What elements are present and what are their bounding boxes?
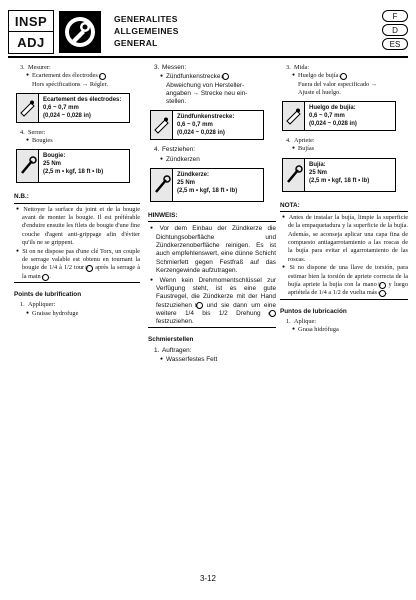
step-4-item: ● Bujías [280,145,408,153]
step-3-action-2: angaben → Strecke neu ein- [166,89,248,97]
torque-wrench-icon [283,159,305,191]
torque-value-nm: 25 Nm [43,161,62,168]
torque-value-alt: (2,5 m • kgf, 18 ft • lb) [309,177,370,184]
gap-gauge-icon [151,111,173,139]
spec-value-in: (0,024 ~ 0,028 in) [309,121,357,128]
torque-label: Zündkerze: [177,172,210,179]
callout-c: c [42,274,49,281]
note-rule-end [14,282,140,283]
torque-wrench-icon [17,150,39,182]
title-en: GENERAL [114,38,158,48]
step-3-action-3: stellen. [166,98,187,106]
step-3: 3. Messen: [154,64,187,71]
spec-value-mm: 0,6 ~ 0,7 mm [43,104,79,111]
note-rule-end [148,327,276,328]
note-item-1: ● Nettoyer la surface du joint et de la bougie avant de monter la bougie. Il est préférable d'enduire ensuite les filets de bougie d'une fine couche d'agent anti-grippage afin d'éviter qu'ils ne se grippent. [14,206,140,247]
note-item-2: ● Wenn kein Drehmomentschlüssel zur Verfügung steht, ist es eine gute Faustregel, die Zündkerze mit der Hand festzuziehen b und sie dann um eine weitere 1/4 bis 1/2 Drehung c festzuziehen. [148,276,276,327]
section-title [114,13,179,49]
torque-spec-box [150,168,264,202]
step-4-item: ● Bougies [14,137,140,145]
note-item-1: ● Antes de instalar la bujía, limpie la superficie de la empaquetadura y la superficie de la bujía. Además, se aconseja aplicar una capa fina de compuesto antiagarrotamiento a las roscas de la bujía para evitar el agarrotamiento de las roscas. [280,214,408,264]
step-4: 4. Festziehen: [154,146,196,154]
column-german [148,62,276,364]
header-rule [8,56,408,58]
step-3-item: ● Huelgo de bujía a [280,72,408,80]
step-3-action-2: Ajuste el huelgo. [298,88,341,96]
lub-item: ● Graisse hydrofuge [14,310,140,318]
note-rule-end [280,299,408,300]
step-4-item: ● Zündkerzen [148,155,276,164]
gap-spec-box [150,110,264,140]
spec-label: Huelgo de bujía: [309,105,356,112]
step-3: 3. Mesurer: [20,64,51,71]
torque-label: Bougie: [43,153,66,160]
callout-c: c [379,290,386,297]
step-4: 4. Serrer: [20,128,46,136]
note-item-2: ● Si on ne dispose pas d'une clé Torx, un couple de serrage valable est obtenu en tournant la bougie de 1/4 à 1/2 tour b après la serrage à la main c . [14,248,140,281]
note-rule [14,203,140,204]
lang-tag-d: D [382,24,408,36]
page-number: 3-12 [199,574,216,583]
lub-item: ● Grasa hidrófuga [280,326,408,334]
lubrication-heading: Schmierstellen [148,336,194,344]
gap-spec-box [16,93,130,123]
insp-adj-badge [8,10,54,54]
spec-value-mm: 0,6 ~ 0,7 mm [177,122,213,129]
note-rule [280,211,408,212]
step-3-action: Hors spécifications → Régler. [32,80,108,88]
note-heading: HINWEIS: [148,212,178,220]
spec-value-mm: 0,6 ~ 0,7 mm [309,113,345,120]
torque-label: Bujía: [309,161,326,168]
lubrication-heading: Points de lubrification [14,290,82,298]
note-item-2: ● Si no dispone de una llave de torsión, para estimar bien la torsión de apriete correcta de la bujía apriete la bujía con la mano b y luego apriétela de 1/4 a 1/2 de vuelta más c . [280,264,408,297]
step-3-item: ● Zündfunkenstrecke a [148,72,276,81]
spec-label: Ecartement des électrodes: [43,96,122,103]
note-heading: NOTA: [280,201,300,209]
lub-step-1: 1. Aplique: [286,317,317,325]
step-3: 3. Mida: [286,64,310,71]
step-3-action-1: Fuera del valor especificado → [298,80,378,88]
adj-label: ADJ [17,35,45,50]
spec-value-in: (0,024 ~ 0,028 in) [43,112,91,119]
lubrication-heading: Puntos de lubricación [280,307,347,315]
lub-step-1: 1. Auftragen: [154,346,192,354]
callout-a: a [99,73,106,80]
callout-b: b [379,282,386,289]
note-item-1: ● Vor dem Einbau der Zündkerze die Dichtungsoberfläche und Zündkerzenoberfläche reinigen. Es ist auch empfehlenswert, eine dünne Schicht Schmierfett gegen Festfraß auf das Kerzengewinde aufzutragen. [148,224,276,275]
lang-tag-f: F [382,10,408,22]
lub-item: ● Wasserfestes Fett [148,355,276,364]
step-4: 4. Apriete: [286,137,315,145]
title-fr: GENERALITES [114,14,178,24]
inspection-icon [58,10,102,54]
note-rule [148,221,276,222]
gap-gauge-icon [283,102,305,130]
callout-a: a [222,73,229,80]
callout-a: a [340,73,347,80]
insp-label: INSP [9,11,53,32]
note-heading: N.B.: [14,193,29,201]
step-3-action-1: Abweichung von Hersteller- [166,81,245,89]
step-3-item: ● Ecartement des électrodes a [14,72,140,80]
callout-b: b [196,302,203,309]
callout-c: c [269,310,276,317]
language-tags [382,10,408,52]
torque-value-nm: 25 Nm [309,169,328,176]
title-de: ALLGEMEINES [114,26,179,36]
page-header [8,6,408,58]
torque-wrench-icon [151,169,173,201]
column-spanish [280,62,408,334]
gap-gauge-icon [17,94,39,122]
callout-b: b [86,265,93,272]
spec-value-in: (0,024 ~ 0,028 in) [177,130,225,137]
torque-value-nm: 25 Nm [177,180,196,187]
torque-spec-box [282,158,396,192]
torque-value-alt: (2,5 m • kgf, 18 ft • lb) [43,169,104,176]
column-french [14,62,140,318]
lub-step-1: 1. Appliquer: [20,301,56,309]
lang-tag-es: ES [382,38,408,50]
gap-spec-box [282,101,396,131]
torque-spec-box [16,149,130,183]
spec-label: Zündfunkenstrecke: [177,114,235,121]
torque-value-alt: (2,5 m • kgf, 18 ft • lb) [177,188,238,195]
